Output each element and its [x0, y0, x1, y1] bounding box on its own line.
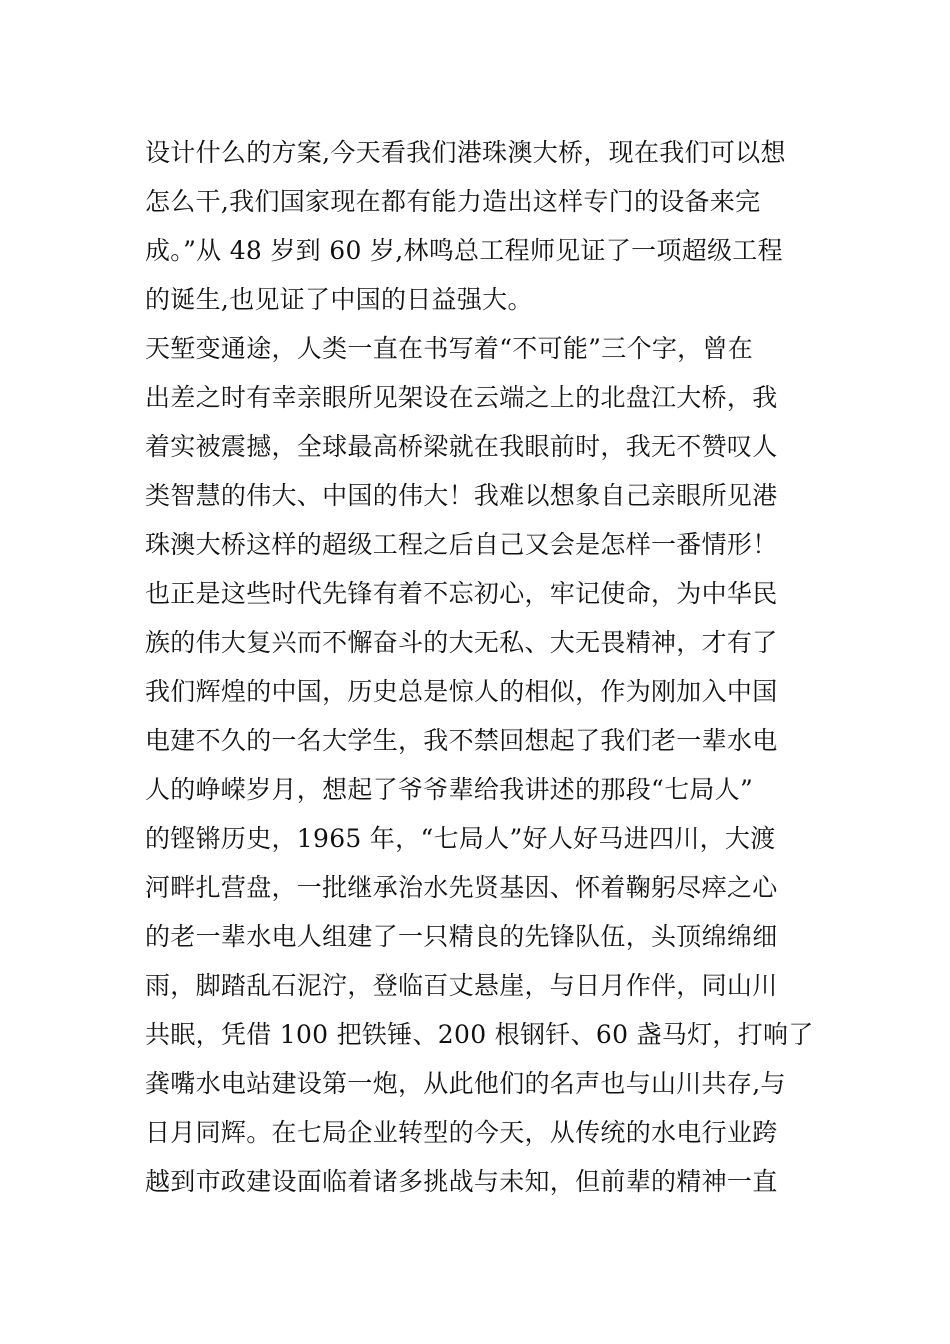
text-line: 设计什么的方案,今天看我们港珠澳大桥，现在我们可以想	[145, 138, 786, 167]
text-line: 珠澳大桥这样的超级工程之后自己又会是怎样一番情形！	[145, 530, 778, 559]
text-line: 成。”从 48 岁到 60 岁,林鸣总工程师见证了一项超级工程	[145, 236, 783, 265]
text-line: 共眠，凭借 100 把铁锤、200 根钢钎、60 盏马灯，打响了	[145, 1020, 814, 1049]
text-line: 电建不久的一名大学生，我不禁回想起了我们老一辈水电	[145, 726, 778, 755]
text-line: 类智慧的伟大、中国的伟大！我难以想象自己亲眼所见港	[145, 481, 778, 510]
text-line: 的老一辈水电人组建了一只精良的先锋队伍，头顶绵绵细	[145, 922, 778, 951]
text-line: 河畔扎营盘，一批继承治水先贤基因、怀着鞠躬尽瘁之心	[145, 873, 778, 902]
text-line: 日月同辉。在七局企业转型的今天，从传统的水电行业跨	[145, 1118, 778, 1147]
text-line: 人的峥嵘岁月，想起了爷爷辈给我讲述的那段“七局人”	[145, 775, 754, 804]
text-line: 的铿锵历史，1965 年，“七局人”好人好马进四川，大渡	[145, 824, 776, 853]
text-line: 天堑变通途，人类一直在书写着“不可能”三个字，曾在	[145, 334, 754, 363]
text-line: 着实被震撼，全球最高桥梁就在我眼前时，我无不赞叹人	[145, 432, 778, 461]
text-line: 龚嘴水电站建设第一炮，从此他们的名声也与山川共存,与	[145, 1069, 786, 1098]
text-line: 出差之时有幸亲眼所见架设在云端之上的北盘江大桥，我	[145, 383, 778, 412]
text-line: 越到市政建设面临着诸多挑战与未知，但前辈的精神一直	[145, 1167, 778, 1196]
text-line: 怎么干,我们国家现在都有能力造出这样专门的设备来完	[145, 187, 761, 216]
text-line: 的诞生,也见证了中国的日益强大。	[145, 285, 533, 314]
text-line: 族的伟大复兴而不懈奋斗的大无私、大无畏精神，才有了	[145, 628, 778, 657]
text-line: 我们辉煌的中国，历史总是惊人的相似，作为刚加入中国	[145, 677, 778, 706]
text-line: 也正是这些时代先锋有着不忘初心，牢记使命，为中华民	[145, 579, 778, 608]
text-line: 雨，脚踏乱石泥泞，登临百丈悬崖，与日月作伴，同山川	[145, 971, 778, 1000]
body-text	[145, 128, 815, 1206]
